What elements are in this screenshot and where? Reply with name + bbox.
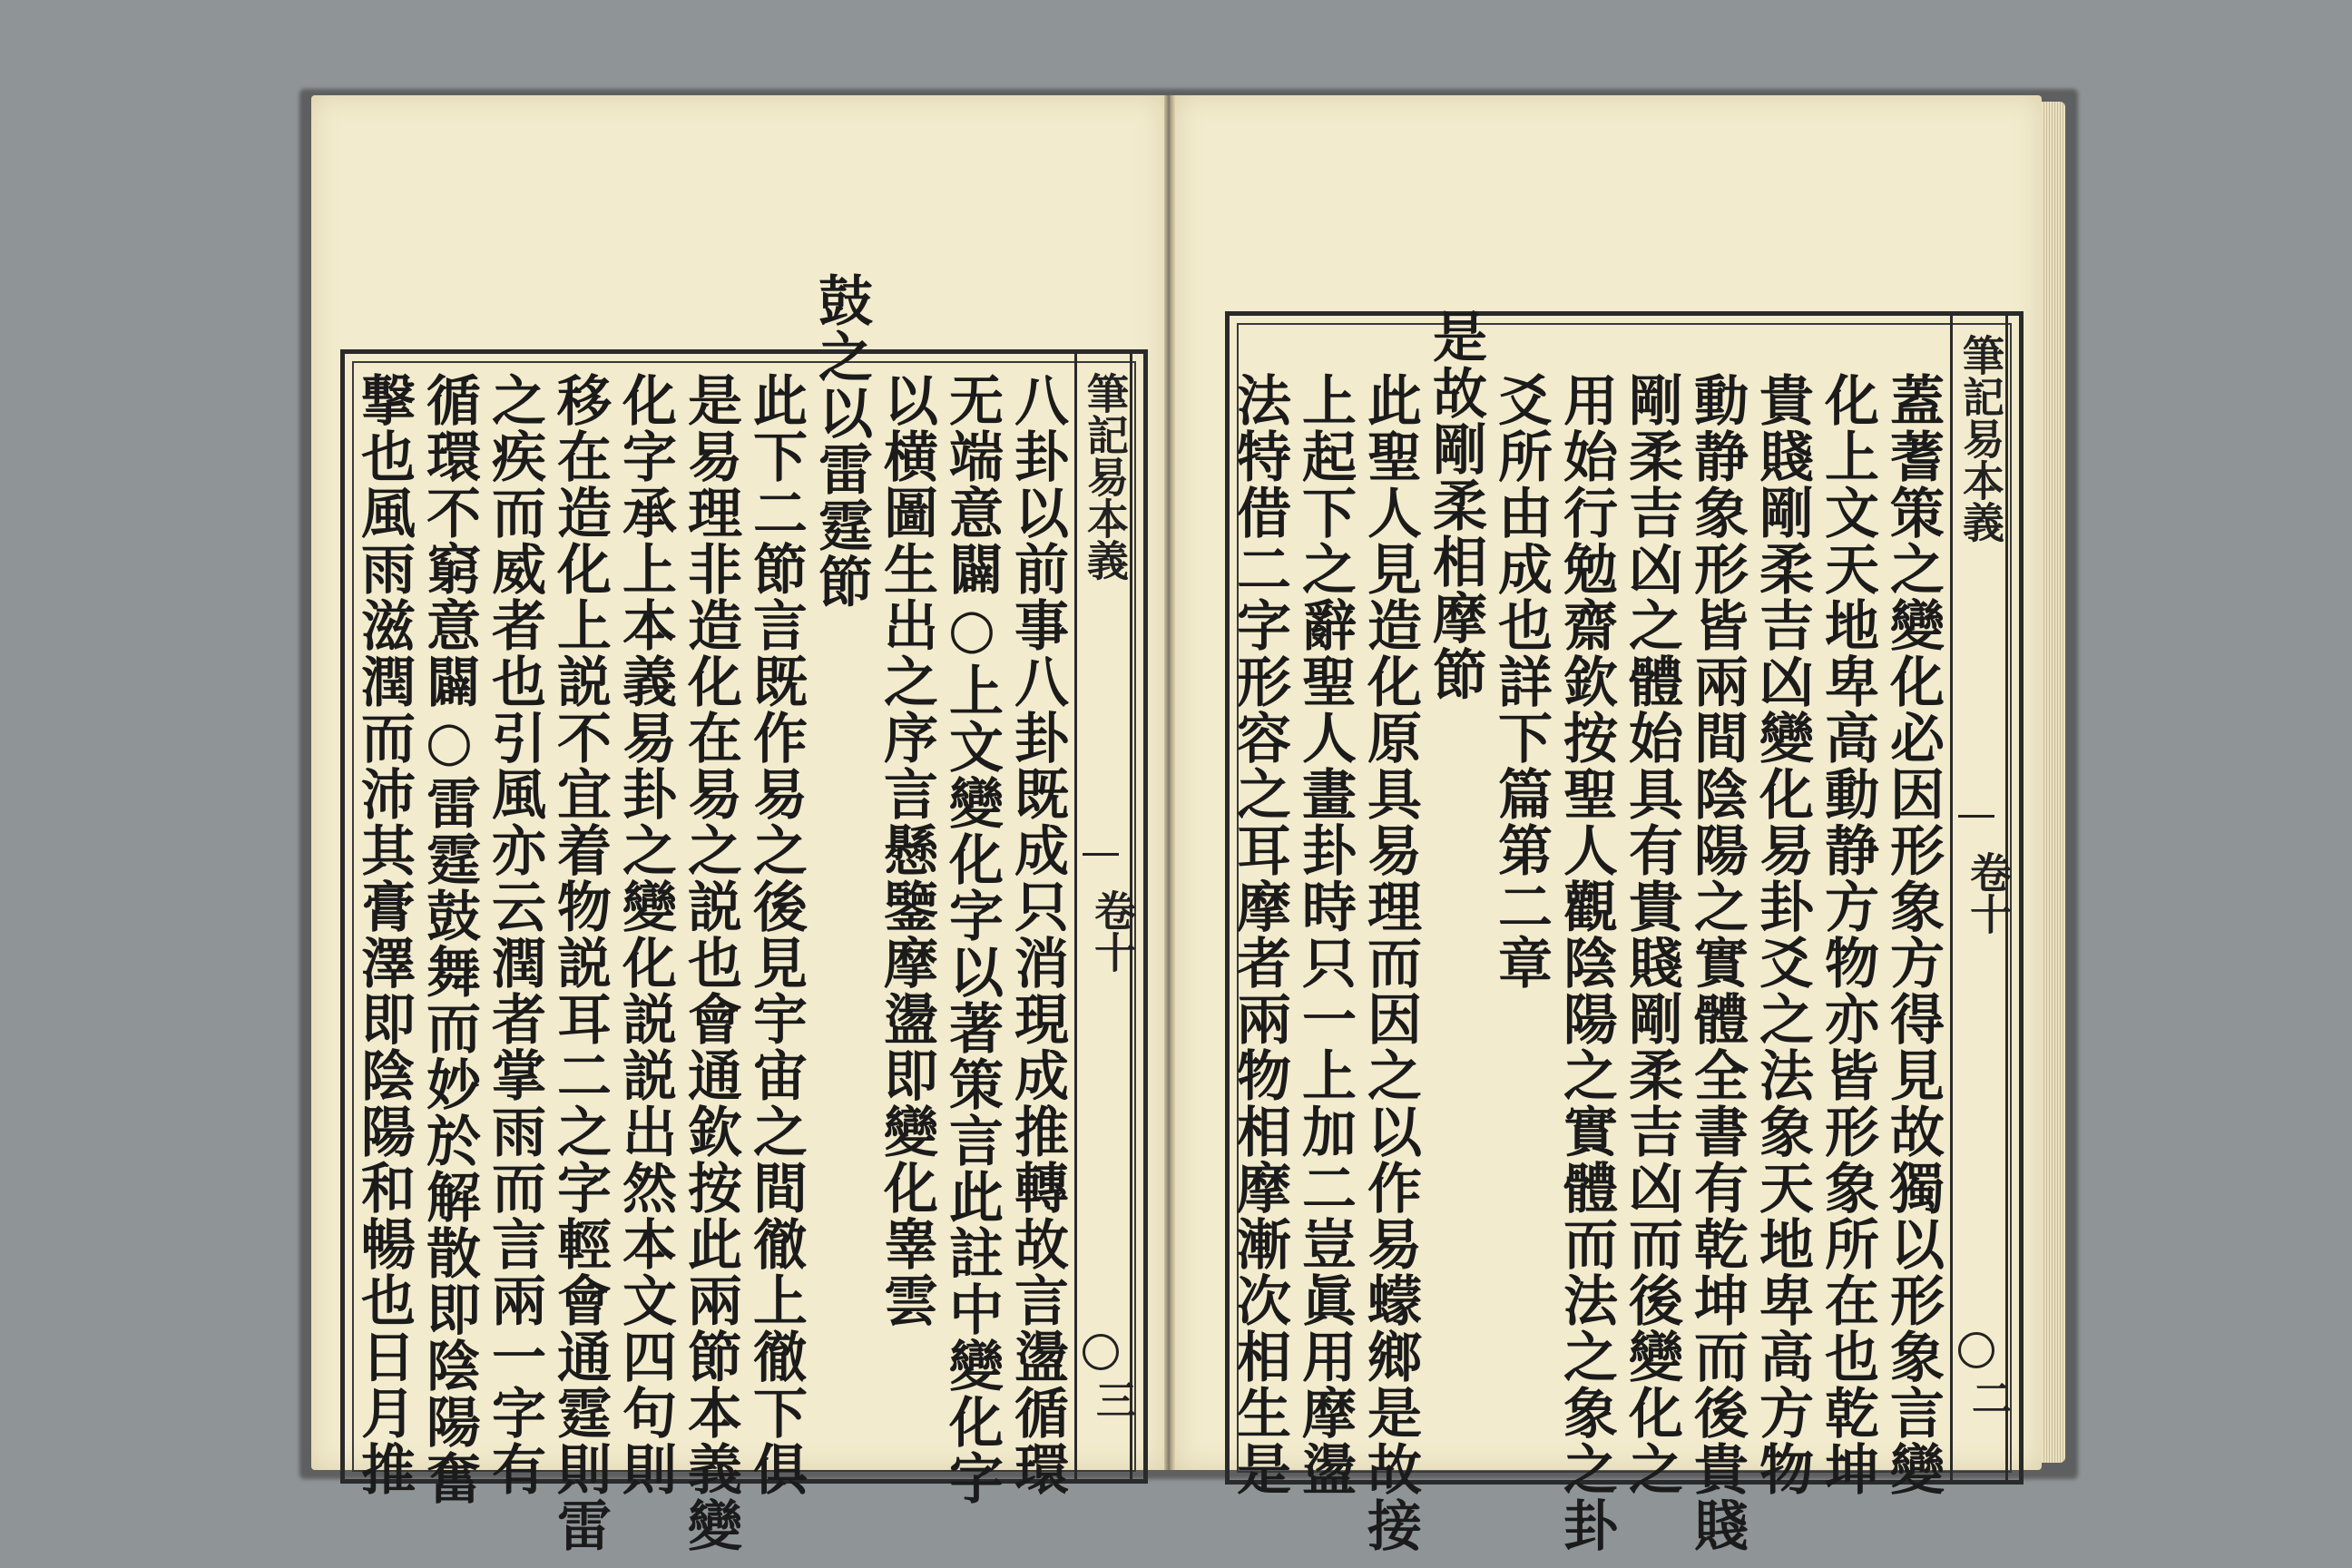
- left-text-column: 无端意闢○上文變化字以著策言此註中變化字: [940, 372, 1004, 1506]
- right-page: [1175, 95, 2042, 1553]
- right-text-column: 爻所由成也詳下篇第二章: [1489, 372, 1553, 991]
- left-text-column: 八卦以前事八卦既成只消現成推轉故言盪循環: [1005, 372, 1069, 1497]
- right-text-column: 剛柔吉凶之體始具有貴賤剛柔吉凶而後變化之: [1620, 372, 1683, 1497]
- right-text-column: 動静象形皆兩間陰陽之實體全書有乾坤而後貴賤: [1685, 372, 1749, 1553]
- left-text-column: 是易理非造化在易之説也會通欽按此兩節本義變: [679, 372, 742, 1553]
- left-text-column: 以横圖生出之序言懸鑒摩盪即變化睾雲: [875, 372, 938, 1328]
- left-text-column: 之疾而威者也引風亦云潤者掌雨而言兩一字有: [483, 372, 546, 1497]
- right-text-column: 用始行勉齋欽按聖人觀陰陽之實體而法之象之卦: [1554, 372, 1618, 1553]
- right-page-frame: [1225, 309, 2024, 1553]
- right-text-column: 貴賤剛柔吉凶變化易卦爻之法象天地卑高方物: [1750, 372, 1814, 1497]
- right-page-volume-label: 卷十: [1964, 851, 2013, 935]
- left-text-column: 撃也風雨滋潤而沛其膏澤即陰陽和暢也日月推: [352, 372, 416, 1497]
- left-page-number: 三: [1089, 1379, 1135, 1419]
- page-edge-stack: [2042, 102, 2065, 1463]
- left-page-book-title: 筆記易本義: [1081, 372, 1130, 581]
- right-page-number: 二: [1965, 1377, 2011, 1417]
- right-text-column: 蓋蓍策之變化必因形象方得見故獨以形象言變: [1881, 372, 1945, 1497]
- left-page-fish-tail-mark: [1083, 853, 1119, 883]
- right-section-heading: 是故剛柔相摩節: [1424, 309, 1487, 702]
- right-page-book-title: 筆記易本義: [1956, 334, 2005, 543]
- right-text-column: 化上文天地卑高動静方物亦皆形象所在也乾坤: [1816, 372, 1879, 1497]
- left-page: [311, 95, 1164, 1553]
- left-page-circle-mark: [1083, 1334, 1119, 1370]
- left-text-column: 循環不窮意闢○雷霆鼓舞而妙於解散即陰陽奮: [417, 372, 481, 1506]
- right-text-column: 此聖人見造化原具易理而因之以作易蠓鄉是故接: [1358, 372, 1422, 1553]
- left-page-volume-label: 卷十: [1088, 889, 1137, 973]
- right-page-fish-tail-mark: [1958, 815, 1994, 845]
- left-section-heading: 鼓之以雷霆節: [809, 272, 873, 610]
- left-text-column: 移在造化上説不宜着物説耳二之字輕會通霆則雷: [548, 372, 612, 1553]
- book-gutter: [1164, 95, 1175, 1470]
- right-page-circle-mark: [1958, 1332, 1994, 1368]
- left-text-column: 化字承上本義易卦之變化説説出然本文四句則: [613, 372, 677, 1497]
- right-text-column: 上起下之辭聖人畫卦時只一上加二豈眞用摩盪: [1293, 372, 1357, 1497]
- left-text-column: 此下二節言既作易之後見宇宙之間徹上徹下俱: [744, 372, 808, 1497]
- right-text-column: 法特借二字形容之耳摩者兩物相摩漸次相生是: [1228, 372, 1291, 1497]
- right-page-center-column: [1950, 316, 2013, 1480]
- left-page-center-column: [1074, 354, 1137, 1479]
- left-page-frame: [340, 272, 1148, 1553]
